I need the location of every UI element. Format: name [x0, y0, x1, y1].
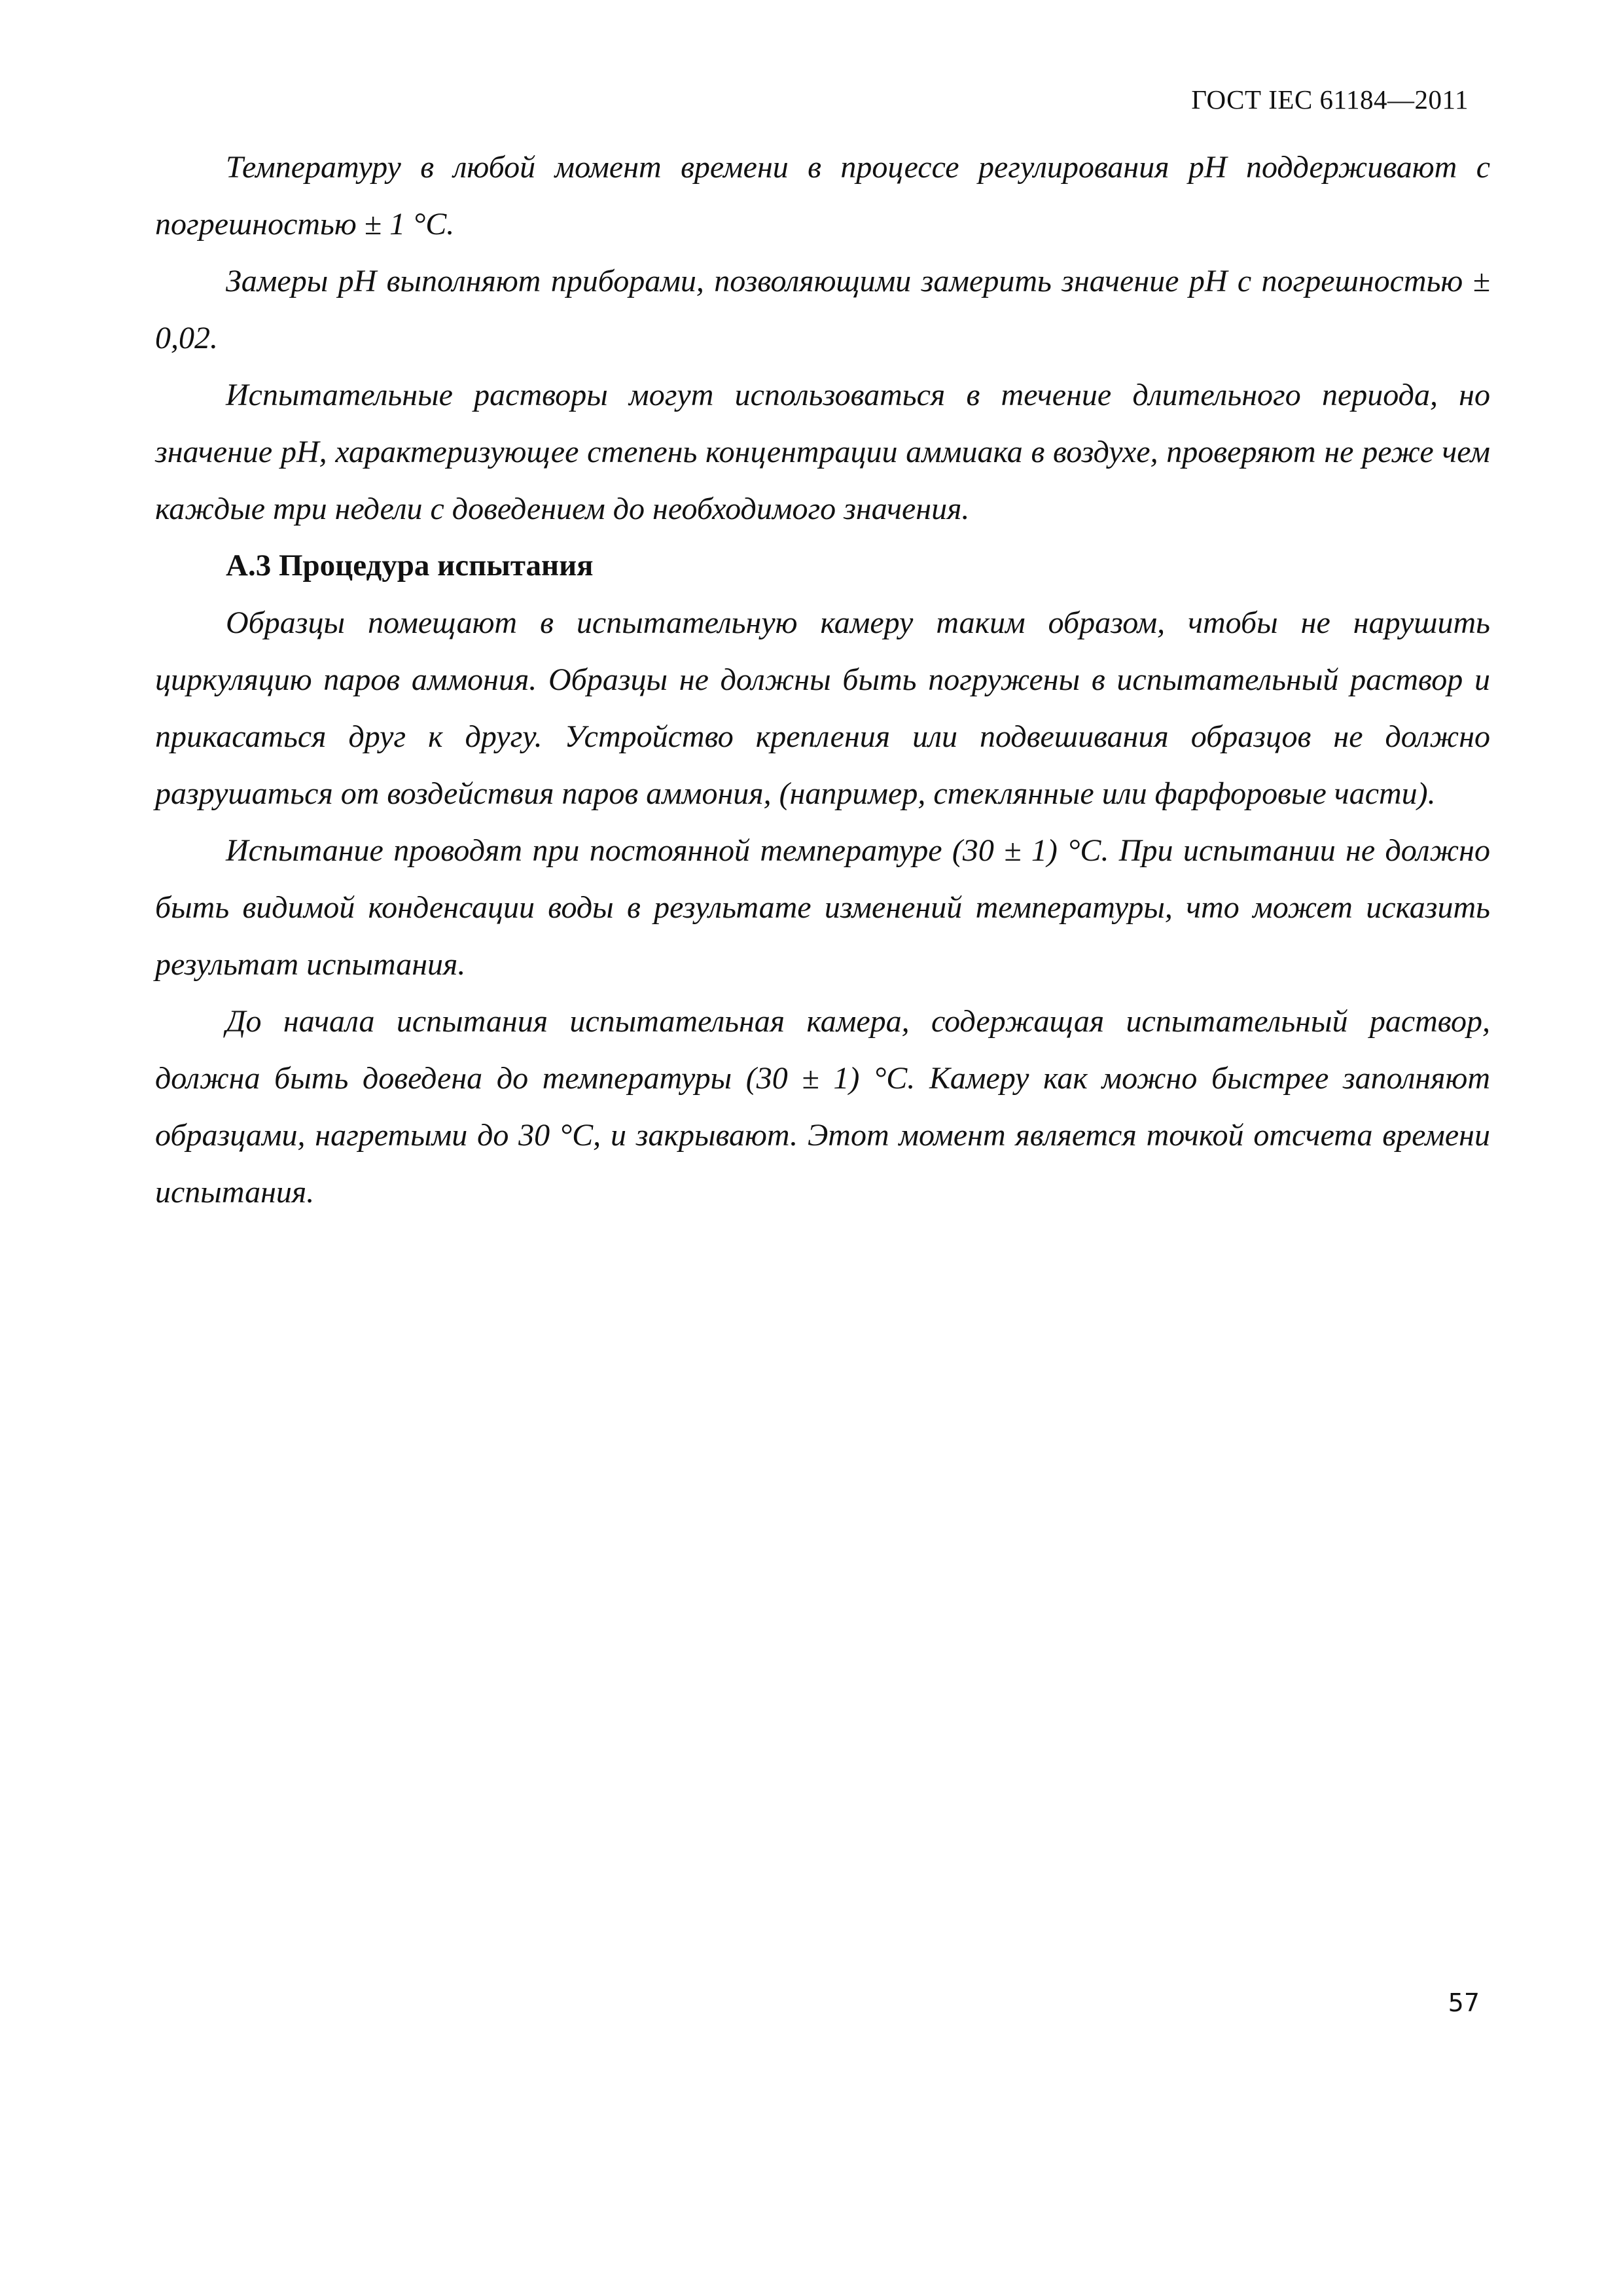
section-heading: А.3 Процедура испытания: [226, 548, 594, 583]
paragraph-test-temperature: Испытание проводят при постоянной температуре (30 ± 1) °С. При испытании не должно быть видимой конденсации воды в результате изменений температуры, что может исказить результат испытания.: [155, 833, 1490, 982]
page-number: 57: [1448, 1988, 1480, 2017]
paragraph-temperature-tolerance: Температуру в любой момент времени в процессе регулирования рН поддерживают с погрешностью ± 1 °С.: [155, 150, 1490, 242]
document-body: [155, 139, 1490, 1221]
paragraph-sample-placement: Образцы помещают в испытательную камеру таким образом, чтобы не нарушить циркуляцию паров аммония. Образцы не должны быть погружены в испытательный раствор и прикасаться друг к другу. Устройство крепления или подвешивания образцов не должно разрушаться от воздействия паров аммония, (например, стеклянные или фарфоровые части).: [155, 605, 1490, 811]
document-code-header: ГОСТ IEC 61184—2011: [1191, 84, 1469, 115]
paragraph-test-solutions: Испытательные растворы могут использоваться в течение длительного периода, но значение рН, характеризующее степень концентрации аммиака в воздухе, проверяют не реже чем каждые три недели с доведением до необходимого значения.: [155, 378, 1490, 526]
paragraph-ph-measurement: Замеры рН выполняют приборами, позволяющими замерить значение рН с погрешностью ± 0,02.: [155, 264, 1490, 355]
paragraph-test-start: До начала испытания испытательная камера, содержащая испытательный раствор, должна быть доведена до температуры (30 ± 1) °С. Камеру как можно быстрее заполняют образцами, нагретыми до 30 °С, и закрывают. Этот момент является точкой отсчета времени испытания.: [155, 1004, 1490, 1210]
